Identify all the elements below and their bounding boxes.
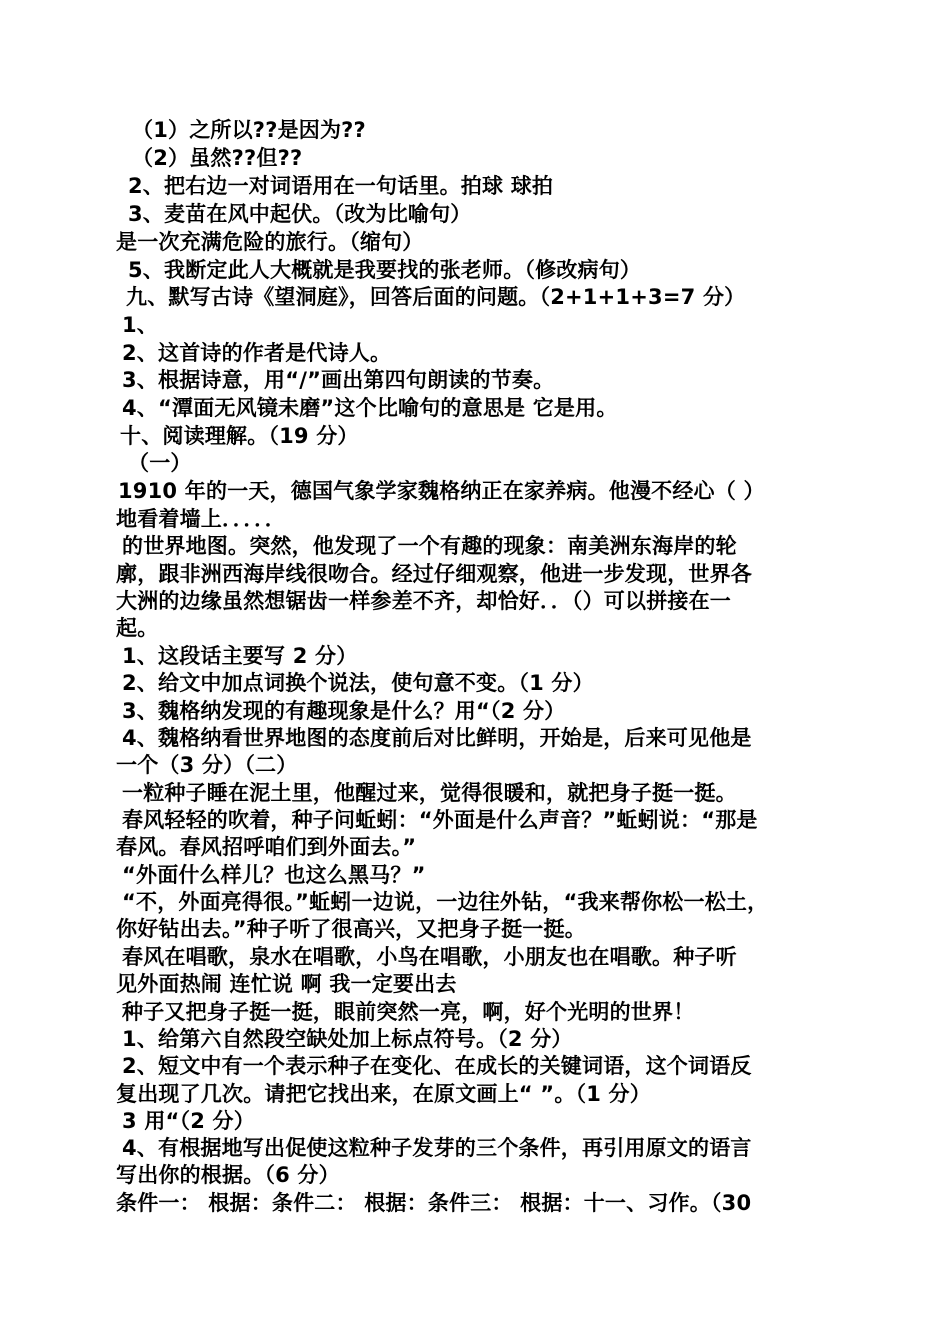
text-line: 3、根据诗意，用“/”画出第四句朗读的节奏。 [122,368,555,392]
text-line: 2、给文中加点词换个说法，使句意不变。（1 分） [122,671,594,695]
text-line: “不，外面亮得很。”蚯蚓一边说，一边往外钻，“我来帮你松一松土， [122,890,769,914]
text-line: 2、短文中有一个表示种子在变化、在成长的关键词语，这个词语反 [122,1054,752,1078]
text-line: 的世界地图。突然，他发现了一个有趣的现象：南美洲东海岸的轮 [122,534,737,558]
text-line: 4、魏格纳看世界地图的态度前后对比鲜明，开始是，后来可见他是 [122,726,752,750]
text-line: 一粒种子睡在泥土里，他醒过来，觉得很暖和，就把身子挺一挺。 [122,781,737,805]
text-line: 2、把右边一对词语用在一句话里。拍球 球拍 [128,174,554,198]
text-line: 春风。春风招呼咱们到外面去。” [116,835,417,859]
text-line: 写出你的根据。（6 分） [116,1163,340,1187]
text-line: 1、 [122,313,159,337]
text-line: 3、魏格纳发现的有趣现象是什么？用“（2 分） [122,699,566,723]
text-line: 见外面热闹 连忙说 啊 我一定要出去 [116,972,457,996]
text-line: 4、“潭面无风镜未磨”这个比喻句的意思是 它是用。 [122,396,618,420]
text-line: 3、麦苗在风中起伏。（改为比喻句） [128,202,472,226]
text-line: 条件一： 根据：条件二： 根据：条件三： 根据：十一、习作。（30 [116,1191,752,1215]
section-heading: 十、阅读理解。（19 分） [120,424,359,448]
text-line: 一个（3 分）（二） [116,753,298,777]
text-line: 1910 年的一天，德国气象学家魏格纳正在家养病。他漫不经心（ ） [118,479,765,503]
text-line: 地看着墙上．．．．． [116,507,286,531]
text-line: 起。 [116,616,159,640]
text-line: （1）之所以??是因为?? [132,118,366,142]
text-line: 大洲的边缘虽然想锯齿一样参差不齐，却恰好．．（）可以拼接在一 [116,589,731,613]
text-line: 春风轻轻的吹着，种子问蚯蚓：“外面是什么声音？”蚯蚓说：“那是 [122,808,758,832]
text-line: 2、这首诗的作者是代诗人。 [122,341,392,365]
text-line: 3 用“（2 分） [122,1109,255,1133]
text-line: 复出现了几次。请把它找出来，在原文画上“ ”。（1 分） [116,1082,651,1106]
text-line: 廓，跟非洲西海岸线很吻合。经过仔细观察，他进一步发现，世界各 [116,562,752,586]
text-line: 种子又把身子挺一挺，眼前突然一亮，啊，好个光明的世界！ [122,1000,695,1024]
subsection-heading: （一） [128,451,192,475]
section-heading: 九、默写古诗《望洞庭》，回答后面的问题。（2+1+1+3=7 分） [126,285,746,309]
text-line: 1、这段话主要写 2 分） [122,644,358,668]
text-line: 4、有根据地写出促使这粒种子发芽的三个条件，再引用原文的语言 [122,1136,752,1160]
text-line: 春风在唱歌，泉水在唱歌，小鸟在唱歌，小朋友也在唱歌。种子听 [122,945,737,969]
text-line: 你好钻出去。”种子听了很高兴，又把身子挺一挺。 [116,917,586,941]
text-line: 是一次充满危险的旅行。（缩句） [116,230,424,254]
text-line: （2）虽然??但?? [132,146,303,170]
text-line: 1、给第六自然段空缺处加上标点符号。（2 分） [122,1027,573,1051]
text-line: 5、我断定此人大概就是我要找的张老师。（修改病句） [128,258,642,282]
text-line: “外面什么样儿？也这么黑马？” [122,863,426,887]
